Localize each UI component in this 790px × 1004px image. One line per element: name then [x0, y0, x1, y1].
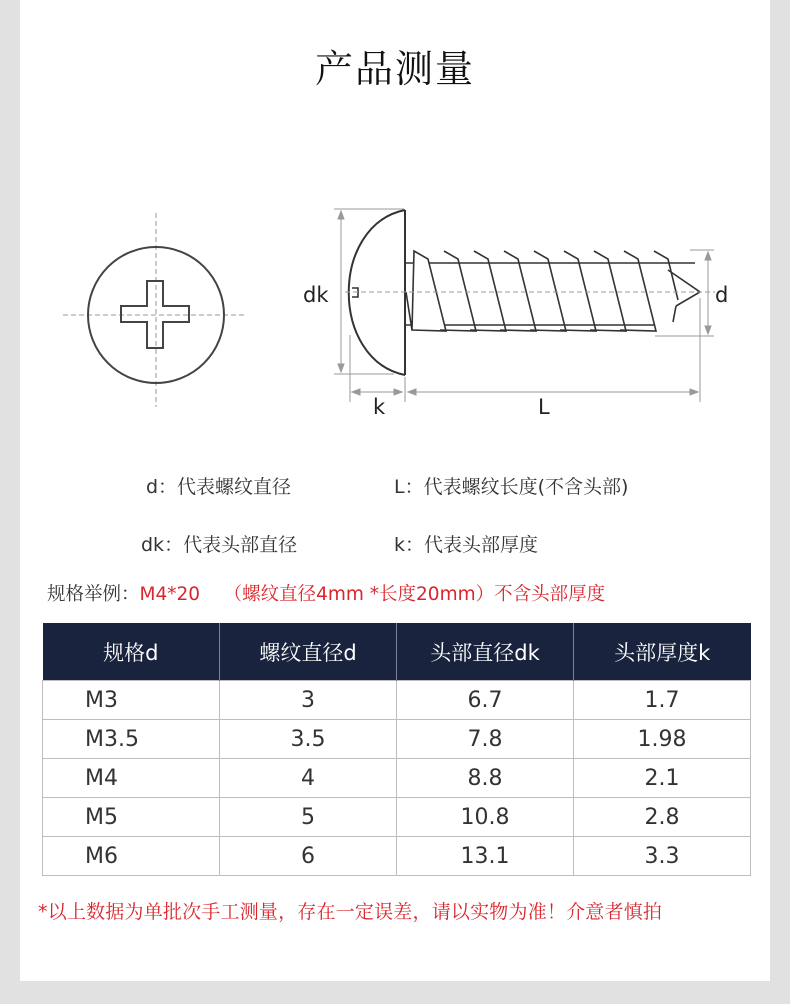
dimension-lines: [334, 209, 720, 402]
header-spec: 规格d: [43, 623, 220, 681]
cell-thread-diameter: 5: [220, 798, 397, 837]
label-d: d: [715, 283, 729, 307]
header-thread-diameter: 螺纹直径d: [220, 623, 397, 681]
spec-example: [47, 580, 605, 606]
legend-L: L：代表螺纹长度(不含头部): [394, 476, 629, 498]
cell-head-thickness: 1.98: [574, 720, 751, 759]
cell-head-diameter: 7.8: [397, 720, 574, 759]
table-header-row: [43, 623, 751, 681]
cell-head-diameter: 10.8: [397, 798, 574, 837]
example-label: 规格举例：: [47, 584, 140, 605]
label-dk: dk: [303, 283, 329, 307]
cell-head-diameter: 6.7: [397, 681, 574, 720]
table-row: [43, 720, 751, 759]
cell-thread-diameter: 6: [220, 837, 397, 876]
cell-head-thickness: 3.3: [574, 837, 751, 876]
cell-spec: M5: [43, 798, 220, 837]
example-value: M4*20: [139, 584, 201, 605]
table-row: [43, 798, 751, 837]
header-head-thickness: 头部厚度k: [574, 623, 751, 681]
header-head-diameter: 头部直径dk: [397, 623, 574, 681]
page-title: 产品测量: [314, 47, 475, 91]
screw-top-view-icon: [63, 213, 247, 407]
label-k: k: [373, 395, 386, 419]
table-row: [43, 837, 751, 876]
example-explanation: （螺纹直径4mm *长度20mm）不含头部厚度: [223, 584, 606, 605]
spec-table: [42, 623, 751, 876]
cell-spec: M3: [43, 681, 220, 720]
screw-dimension-diagram: [0, 195, 790, 435]
cell-spec: M4: [43, 759, 220, 798]
cell-head-thickness: 2.8: [574, 798, 751, 837]
legend-dk: dk：代表头部直径: [141, 534, 298, 556]
cell-head-diameter: 13.1: [397, 837, 574, 876]
label-L: L: [538, 395, 550, 419]
measurement-disclaimer: *以上数据为单批次手工测量，存在一定误差，请以实物为准！介意者慎拍: [38, 901, 663, 923]
table-row: [43, 681, 751, 720]
cell-thread-diameter: 3.5: [220, 720, 397, 759]
cell-spec: M3.5: [43, 720, 220, 759]
cell-thread-diameter: 4: [220, 759, 397, 798]
legend-k: k：代表头部厚度: [394, 534, 539, 556]
cell-spec: M6: [43, 837, 220, 876]
cell-head-diameter: 8.8: [397, 759, 574, 798]
cell-head-thickness: 1.7: [574, 681, 751, 720]
table-row: [43, 759, 751, 798]
cell-head-thickness: 2.1: [574, 759, 751, 798]
cell-thread-diameter: 3: [220, 681, 397, 720]
legend-d: d：代表螺纹直径: [146, 476, 292, 498]
